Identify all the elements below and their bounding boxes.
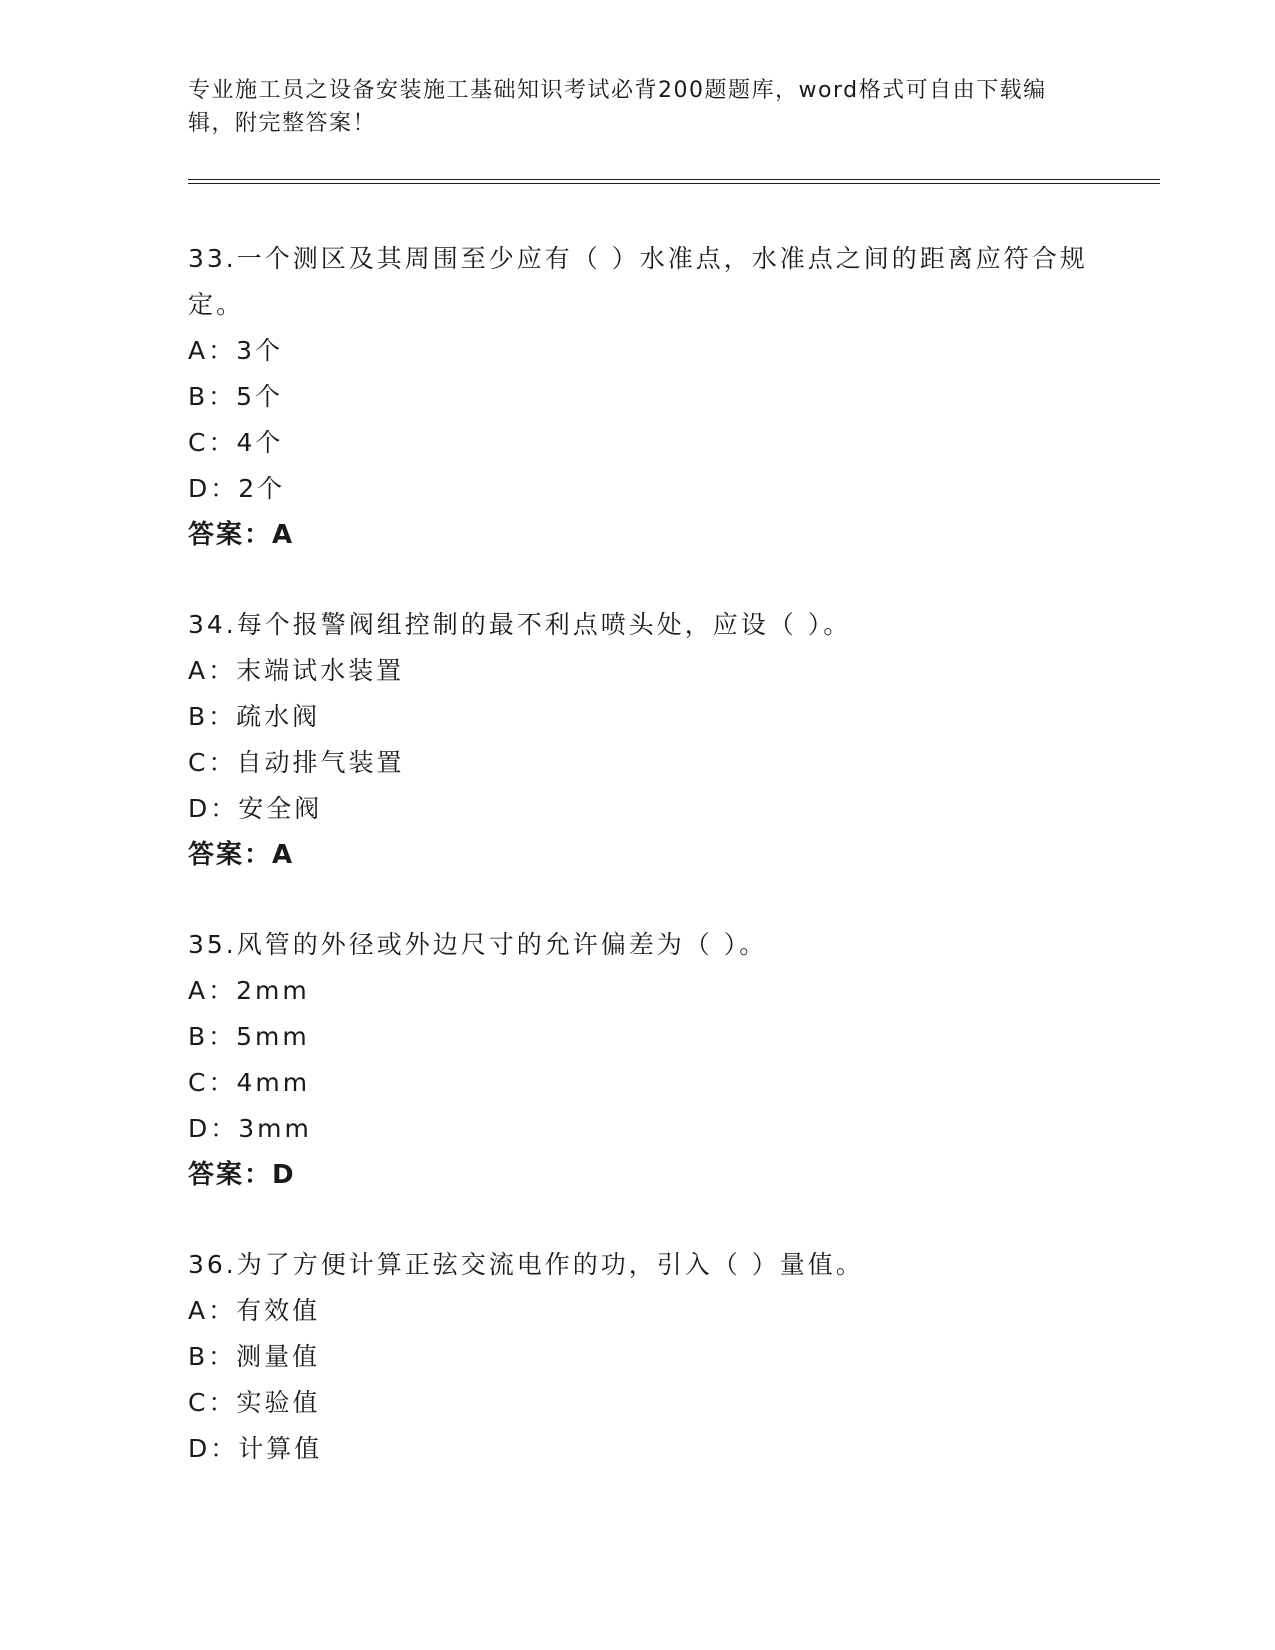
answer-label: 答案：A xyxy=(188,840,295,870)
option-d: D：计算值 xyxy=(188,1434,323,1463)
option-c: C：4个 xyxy=(188,428,284,457)
option-b: B：疏水阀 xyxy=(188,702,321,731)
question-stem: 35.风管的外径或外边尺寸的允许偏差为（ ）。 xyxy=(188,930,768,959)
option-a: A：3个 xyxy=(188,336,284,365)
option-c: C：4mm xyxy=(188,1068,311,1097)
option-b: B：测量值 xyxy=(188,1342,321,1371)
question-stem: 33.一个测区及其周围至少应有（ ）水准点，水准点之间的距离应符合规定。 xyxy=(188,244,1088,319)
option-b: B：5个 xyxy=(188,382,284,411)
question-33 xyxy=(188,236,1088,558)
header-divider-top xyxy=(188,179,1160,180)
option-a: A：2mm xyxy=(188,976,310,1005)
document-title: 专业施工员之设备安装施工基础知识考试必背200题题库，word格式可自由下载编辑，附完整答案！ xyxy=(188,78,1047,136)
question-35 xyxy=(188,922,1088,1198)
question-list xyxy=(188,236,1088,1516)
option-d: D：2个 xyxy=(188,474,286,503)
question-stem: 36.为了方便计算正弦交流电作的功，引入（ ）量值。 xyxy=(188,1250,864,1279)
header-divider-bottom xyxy=(188,183,1160,184)
option-c: C：实验值 xyxy=(188,1388,321,1417)
option-a: A：末端试水装置 xyxy=(188,656,405,685)
option-c: C：自动排气装置 xyxy=(188,748,405,777)
question-34 xyxy=(188,602,1088,878)
option-a: A：有效值 xyxy=(188,1296,321,1325)
option-d: D：安全阀 xyxy=(188,794,323,823)
question-36 xyxy=(188,1242,1088,1472)
answer-label: 答案：A xyxy=(188,520,295,550)
option-b: B：5mm xyxy=(188,1022,310,1051)
option-d: D：3mm xyxy=(188,1114,312,1143)
answer-label: 答案：D xyxy=(188,1160,296,1190)
question-stem: 34.每个报警阀组控制的最不利点喷头处，应设（ ）。 xyxy=(188,610,852,639)
